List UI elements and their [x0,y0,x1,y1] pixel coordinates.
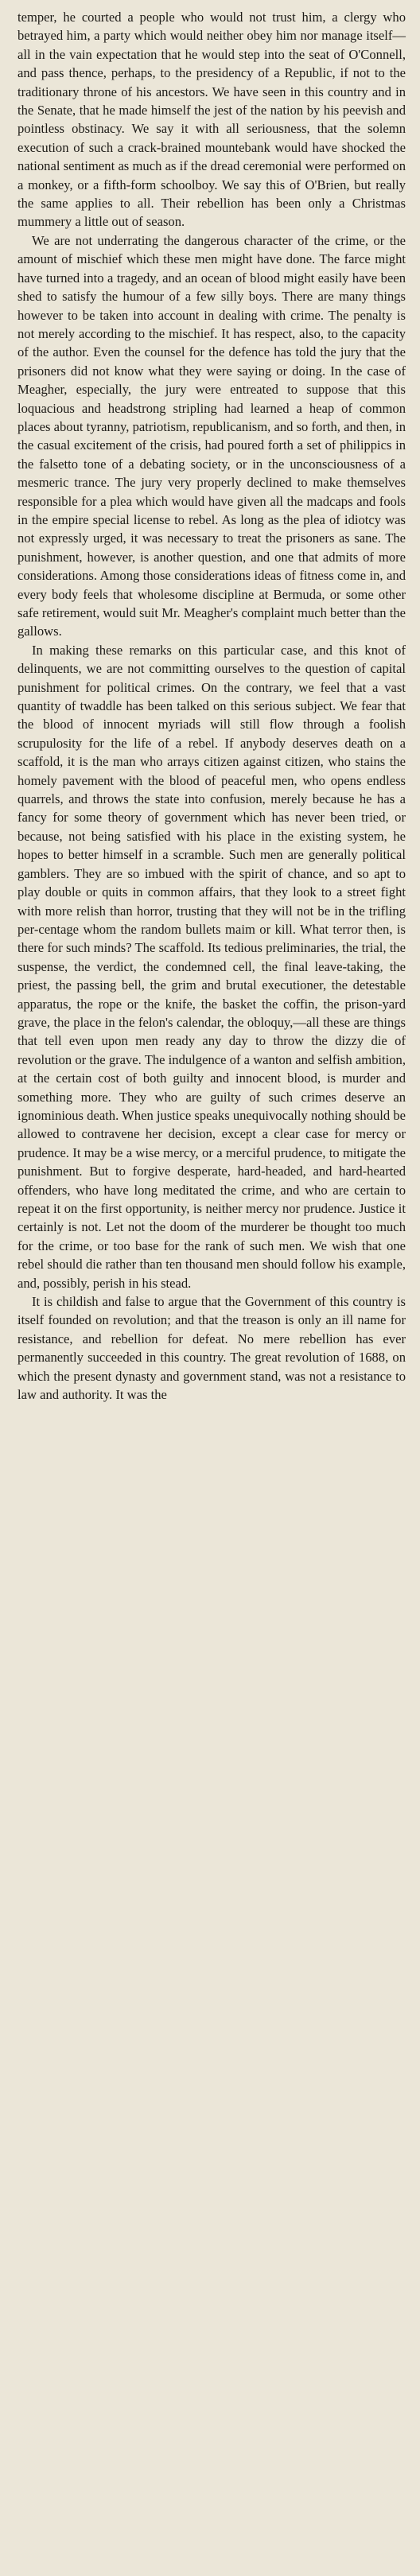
paragraph-3: In making these remarks on this particular case, and this knot of delinquents, we are not committing ourselves to the question of capital punishment for political crimes. On the contrary, we feel that a vast quantity of twaddle has been talked on this serious subject. We fear that the blood of innocent myriads will still flow through a foolish scrupulosity for the life of a rebel. If anybody deserves death on a scaffold, it is the man who arrays citizen against citizen, who stains the homely pavement with the blood of peaceful men, who opens endless quarrels, and throws the state into confusion, merely because he has a fancy for some theory of government which has never been tried, or because, not being satisfied with his place in the existing system, he hopes to better himself in a scramble. Such men are generally political gamblers. They are so imbued with the spirit of chance, and so apt to play double or quits in common affairs, that they look to a street fight with more relish than horror, trusting that they will not be in the trifling per-centage whom the random bullets maim or kill. What terror then, is there for such minds? The scaffold. Its tedious preliminaries, the trial, the suspense, the verdict, the condemned cell, the final leave-taking, the priest, the passing bell, the grim and brutal executioner, the detestable apparatus, the rope or the knife, the basket the coffin, the prison-yard grave, the place in the felon's calendar, the obloquy,—all these are things that tell even upon men ready any day to throw the dizzy die of revolution or the grave. The indulgence of a wanton and selfish ambition, at the certain cost of both guilty and innocent blood, is murder and something more. They who are guilty of such crimes deserve an ignominious death. When justice speaks unequivocally nothing should be allowed to contravene her decision, except a clear case for mercy or prudence. It may be a wise mercy, or a merciful prudence, to mitigate the punishment. But to forgive desperate, hard-headed, and hard-hearted offenders, who have long meditated the crime, and who are certain to repeat it on the first opportunity, is neither mercy nor prudence. Justice it certainly is not. Let not the doom of the murderer be thought too much for the crime, or too base for the rank of such men. We wish that one rebel should die rather than ten thousand men should follow his example, and, possibly, perish in his stead. [18,642,406,1291]
paragraph-1: temper, he courted a people who would not trust him, a clergy who betrayed him, a party which would neither obey him nor manage itself—all in the vain expectation that he would step into the seat of O'Connell, and pass thence, perhaps, to the presidency of a Republic, if not to the traditionary throne of his ancestors. We have seen in this country and in the Senate, that he made himself the jest of the nation by his peevish and pointless obstinacy. We say it with all seriousness, that the solemn execution of such a crack-brained mountebank would have shocked the national sentiment as much as if the dread ceremonial were performed on a monkey, or a fifth-form schoolboy. We say this of O'Brien, but really the same applies to all. Their rebellion has been only a Christmas mummery a little out of season. [18,10,406,230]
paragraph-2: We are not underrating the dangerous character of the crime, or the amount of mischief which these men might have done. The farce might have turned into a tragedy, and an ocean of blood might easily have been shed to satisfy the humour of a few silly boys. There are many things however to be taken into account in dealing with crime. The penalty is not merely according to the mischief. It has respect, also, to the capacity of the author. Even the counsel for the defence has told the jury that the prisoners did not know what they were saying or doing. In the case of Meagher, especially, the jury were entreated to suppose that this loquacious and headstrong stripling had learned a heap of common places about tyranny, patriotism, republicanism, and so forth, and then, in the casual excitement of the crisis, had poured forth a set of philippics in the falsetto tone of a debating society, or in the unconsciousness of a mesmeric trance. The jury very properly declined to make themselves responsible for a plea which would have given all the madcaps and fools in the empire special license to rebel. As long as the plea of idiotcy was not expressly urged, it was necessary to treat the prisoners as sane. The punishment, however, is another question, and one that admits of more considerations. Among those considerations ideas of fitness come in, and every body feels that wholesome discipline at Bermuda, or some other safe retirement, would suit Mr. Meagher's complaint much better than the gallows. [18,232,406,639]
paragraph-4: It is childish and false to argue that the Government of this country is itself founded on revolution; and that the treason is only an ill name for resistance, and rebellion for defeat. No mere rebellion has ever permanently succeeded in this country. The great revolution of 1688, on which the present dynasty and government stand, was not a resistance to law and authority. It was the [18,1294,406,1403]
